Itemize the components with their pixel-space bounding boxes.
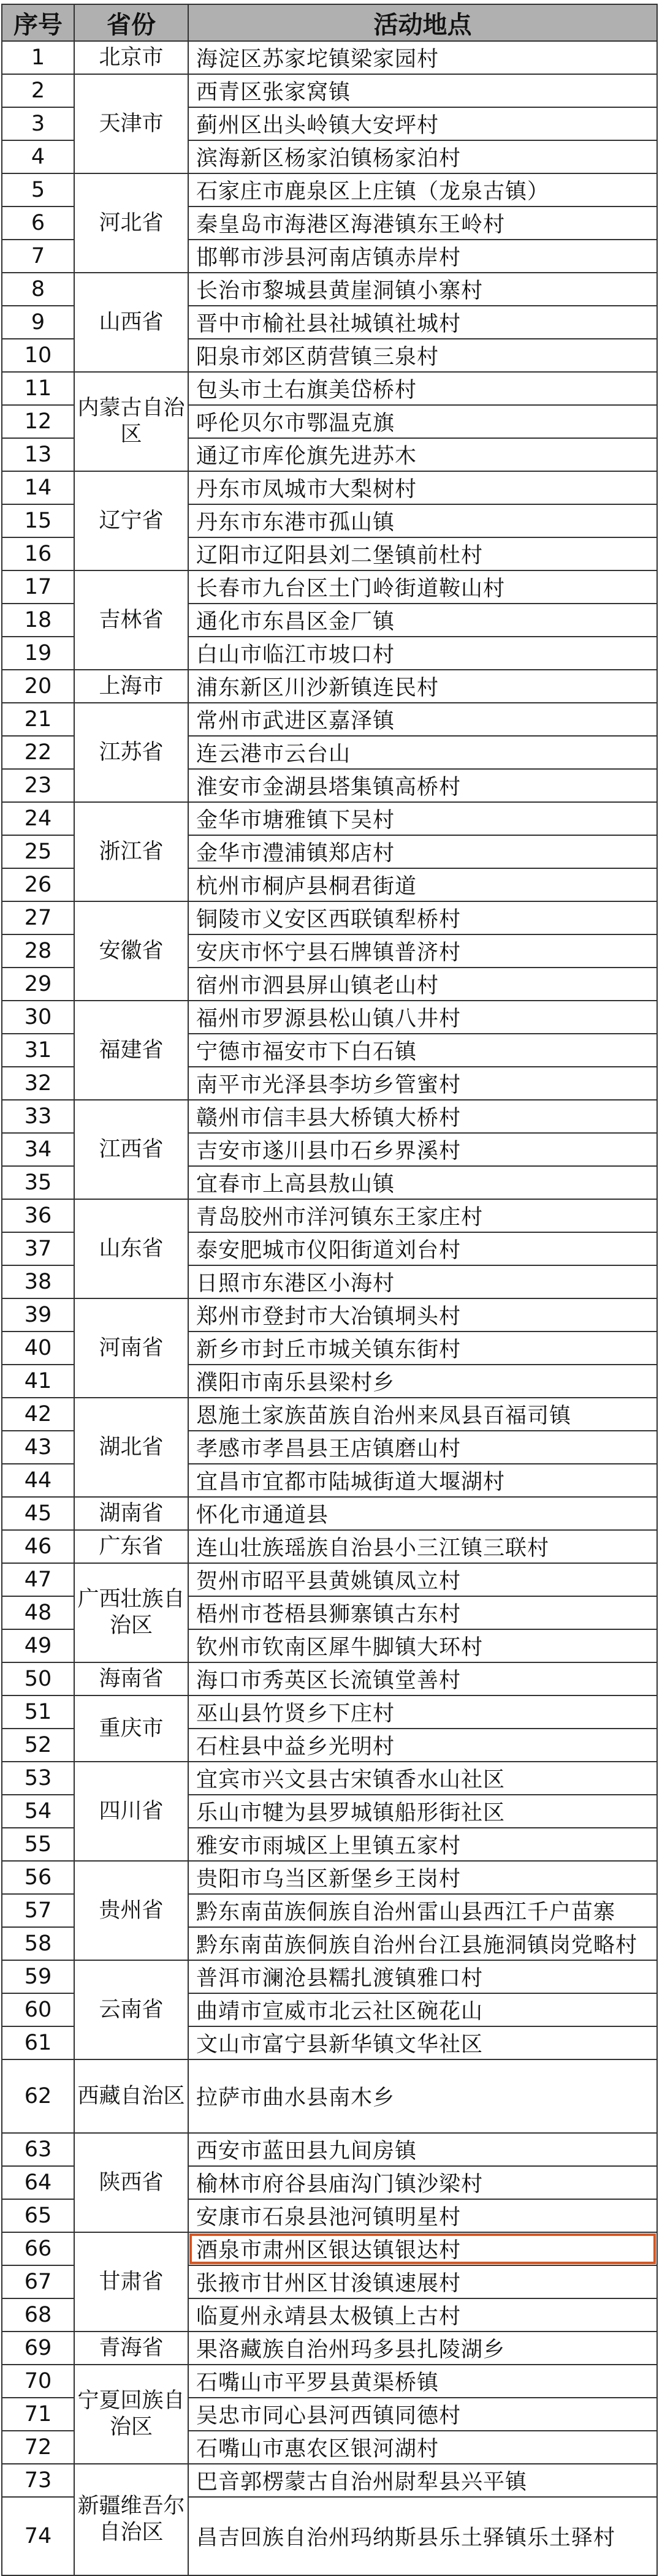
location-cell: 钦州市钦南区犀牛脚镇大环村 bbox=[188, 1629, 657, 1662]
table-row bbox=[2, 670, 657, 703]
row-number: 57 bbox=[2, 1894, 74, 1927]
highlighted-location-cell: 酒泉市肃州区银达镇银达村 bbox=[188, 2232, 657, 2265]
location-cell: 宜昌市宜都市陆城街道大堰湖村 bbox=[188, 1464, 657, 1497]
location-cell: 金华市塘雅镇下吴村 bbox=[188, 802, 657, 835]
location-cell: 文山市富宁县新华镇文华社区 bbox=[188, 2026, 657, 2059]
location-cell: 黔东南苗族侗族自治州台江县施洞镇岗党略村 bbox=[188, 1927, 657, 1960]
row-number: 9 bbox=[2, 306, 74, 339]
location-cell: 滨海新区杨家泊镇杨家泊村 bbox=[188, 140, 657, 173]
row-number: 15 bbox=[2, 504, 74, 537]
row-number: 28 bbox=[2, 934, 74, 968]
row-number: 16 bbox=[2, 537, 74, 570]
row-number: 12 bbox=[2, 405, 74, 438]
location-cell: 贵阳市乌当区新堡乡王岗村 bbox=[188, 1861, 657, 1894]
row-number: 43 bbox=[2, 1431, 74, 1464]
location-cell: 金华市澧浦镇郑店村 bbox=[188, 835, 657, 868]
table-row bbox=[2, 1199, 657, 1232]
location-cell: 拉萨市曲水县南木乡 bbox=[188, 2059, 657, 2133]
province-cell: 云南省 bbox=[74, 1960, 188, 2059]
location-cell: 呼伦贝尔市鄂温克旗 bbox=[188, 405, 657, 438]
table-row bbox=[2, 173, 657, 206]
row-number: 68 bbox=[2, 2298, 74, 2332]
row-number: 26 bbox=[2, 868, 74, 901]
province-cell: 山西省 bbox=[74, 273, 188, 372]
location-cell: 常州市武进区嘉泽镇 bbox=[188, 703, 657, 736]
row-number: 46 bbox=[2, 1530, 74, 1563]
province-cell: 内蒙古自治区 bbox=[74, 372, 188, 471]
row-number: 56 bbox=[2, 1861, 74, 1894]
row-number: 14 bbox=[2, 471, 74, 504]
location-cell: 蓟州区出头岭镇大安坪村 bbox=[188, 107, 657, 140]
row-number: 27 bbox=[2, 901, 74, 934]
location-cell: 临夏州永靖县太极镇上古村 bbox=[188, 2298, 657, 2332]
location-cell: 石嘴山市惠农区银河湖村 bbox=[188, 2431, 657, 2464]
row-number: 58 bbox=[2, 1927, 74, 1960]
location-cell: 宿州市泗县屏山镇老山村 bbox=[188, 968, 657, 1001]
location-cell: 雅安市雨城区上里镇五家村 bbox=[188, 1828, 657, 1861]
row-number: 54 bbox=[2, 1795, 74, 1828]
row-number: 49 bbox=[2, 1629, 74, 1662]
row-number: 50 bbox=[2, 1662, 74, 1695]
location-cell: 巫山县竹贤乡下庄村 bbox=[188, 1695, 657, 1729]
row-number: 20 bbox=[2, 670, 74, 703]
location-cell: 张掖市甘州区甘浚镇速展村 bbox=[188, 2265, 657, 2298]
location-cell: 昌吉回族自治州玛纳斯县乐土驿镇乐土驿村 bbox=[188, 2497, 657, 2575]
province-cell: 甘肃省 bbox=[74, 2232, 188, 2332]
location-cell: 南平市光泽县李坊乡管蜜村 bbox=[188, 1067, 657, 1100]
location-cell: 榆林市府谷县庙沟门镇沙梁村 bbox=[188, 2166, 657, 2199]
province-cell: 广西壮族自治区 bbox=[74, 1563, 188, 1662]
province-cell: 吉林省 bbox=[74, 570, 188, 670]
table-row bbox=[2, 2332, 657, 2365]
row-number: 36 bbox=[2, 1199, 74, 1232]
location-cell: 铜陵市义安区西联镇犁桥村 bbox=[188, 901, 657, 934]
row-number: 1 bbox=[2, 41, 74, 74]
location-cell: 白山市临江市坡口村 bbox=[188, 637, 657, 670]
location-cell: 巴音郭楞蒙古自治州尉犁县兴平镇 bbox=[188, 2464, 657, 2497]
table-row bbox=[2, 1960, 657, 1993]
row-number: 73 bbox=[2, 2464, 74, 2497]
row-number: 69 bbox=[2, 2332, 74, 2365]
row-number: 67 bbox=[2, 2265, 74, 2298]
location-cell: 石嘴山市平罗县黄渠桥镇 bbox=[188, 2365, 657, 2398]
table-row bbox=[2, 1861, 657, 1894]
province-cell: 江西省 bbox=[74, 1100, 188, 1199]
table-row bbox=[2, 2133, 657, 2166]
header-num: 序号 bbox=[2, 4, 74, 41]
row-number: 6 bbox=[2, 206, 74, 240]
province-cell: 山东省 bbox=[74, 1199, 188, 1298]
row-number: 30 bbox=[2, 1001, 74, 1034]
row-number: 62 bbox=[2, 2059, 74, 2133]
row-number: 21 bbox=[2, 703, 74, 736]
location-cell: 濮阳市南乐县梁村乡 bbox=[188, 1365, 657, 1398]
location-cell: 福州市罗源县松山镇八井村 bbox=[188, 1001, 657, 1034]
row-number: 55 bbox=[2, 1828, 74, 1861]
table-body bbox=[2, 41, 657, 2575]
location-cell: 梧州市苍梧县狮寨镇古东村 bbox=[188, 1596, 657, 1629]
table-row bbox=[2, 372, 657, 405]
province-cell: 湖北省 bbox=[74, 1398, 188, 1497]
table-row bbox=[2, 1001, 657, 1034]
row-number: 37 bbox=[2, 1232, 74, 1265]
location-cell: 普洱市澜沧县糯扎渡镇雅口村 bbox=[188, 1960, 657, 1993]
province-cell: 贵州省 bbox=[74, 1861, 188, 1960]
location-cell: 浦东新区川沙新镇连民村 bbox=[188, 670, 657, 703]
row-number: 64 bbox=[2, 2166, 74, 2199]
location-cell: 黔东南苗族侗族自治州雷山县西江千户苗寨 bbox=[188, 1894, 657, 1927]
row-number: 42 bbox=[2, 1398, 74, 1431]
table-row bbox=[2, 1100, 657, 1133]
location-cell: 石柱县中益乡光明村 bbox=[188, 1729, 657, 1762]
province-cell: 福建省 bbox=[74, 1001, 188, 1100]
table-row bbox=[2, 1563, 657, 1596]
table-row bbox=[2, 1530, 657, 1563]
province-cell: 西藏自治区 bbox=[74, 2059, 188, 2133]
province-cell: 辽宁省 bbox=[74, 471, 188, 570]
table-row bbox=[2, 471, 657, 504]
row-number: 65 bbox=[2, 2199, 74, 2232]
row-number: 71 bbox=[2, 2398, 74, 2431]
province-cell: 宁夏回族自治区 bbox=[74, 2365, 188, 2464]
row-number: 29 bbox=[2, 968, 74, 1001]
location-cell: 宜春市上高县敖山镇 bbox=[188, 1166, 657, 1199]
location-cell: 果洛藏族自治州玛多县扎陵湖乡 bbox=[188, 2332, 657, 2365]
province-cell: 陕西省 bbox=[74, 2133, 188, 2232]
province-cell: 海南省 bbox=[74, 1662, 188, 1695]
table-row bbox=[2, 1762, 657, 1795]
province-cell: 重庆市 bbox=[74, 1695, 188, 1762]
table-row bbox=[2, 570, 657, 604]
table-row bbox=[2, 2464, 657, 2497]
row-number: 5 bbox=[2, 173, 74, 206]
row-number: 23 bbox=[2, 769, 74, 802]
location-cell: 长治市黎城县黄崖洞镇小寨村 bbox=[188, 273, 657, 306]
row-number: 60 bbox=[2, 1993, 74, 2026]
row-number: 41 bbox=[2, 1365, 74, 1398]
location-cell: 郑州市登封市大冶镇垌头村 bbox=[188, 1298, 657, 1332]
table-row bbox=[2, 74, 657, 107]
location-cell: 包头市土右旗美岱桥村 bbox=[188, 372, 657, 405]
location-cell: 宜宾市兴文县古宋镇香水山社区 bbox=[188, 1762, 657, 1795]
row-number: 32 bbox=[2, 1067, 74, 1100]
row-number: 52 bbox=[2, 1729, 74, 1762]
row-number: 51 bbox=[2, 1695, 74, 1729]
location-cell: 连云港市云台山 bbox=[188, 736, 657, 769]
table-row bbox=[2, 802, 657, 835]
location-cell: 吉安市遂川县巾石乡界溪村 bbox=[188, 1133, 657, 1166]
row-number: 34 bbox=[2, 1133, 74, 1166]
row-number: 35 bbox=[2, 1166, 74, 1199]
row-number: 74 bbox=[2, 2497, 74, 2575]
row-number: 17 bbox=[2, 570, 74, 604]
province-cell: 上海市 bbox=[74, 670, 188, 703]
province-cell: 四川省 bbox=[74, 1762, 188, 1861]
row-number: 44 bbox=[2, 1464, 74, 1497]
location-cell: 乐山市犍为县罗城镇船形街社区 bbox=[188, 1795, 657, 1828]
location-cell: 秦皇岛市海港区海港镇东王岭村 bbox=[188, 206, 657, 240]
location-cell: 恩施土家族苗族自治州来凤县百福司镇 bbox=[188, 1398, 657, 1431]
row-number: 48 bbox=[2, 1596, 74, 1629]
row-number: 24 bbox=[2, 802, 74, 835]
row-number: 13 bbox=[2, 438, 74, 471]
row-number: 40 bbox=[2, 1332, 74, 1365]
location-cell: 晋中市榆社县社城镇社城村 bbox=[188, 306, 657, 339]
location-cell: 辽阳市辽阳县刘二堡镇前杜村 bbox=[188, 537, 657, 570]
row-number: 66 bbox=[2, 2232, 74, 2265]
location-cell: 赣州市信丰县大桥镇大桥村 bbox=[188, 1100, 657, 1133]
table-row bbox=[2, 41, 657, 74]
table-row bbox=[2, 1398, 657, 1431]
table-row bbox=[2, 901, 657, 934]
row-number: 8 bbox=[2, 273, 74, 306]
location-cell: 怀化市通道县 bbox=[188, 1497, 657, 1530]
location-cell: 通化市东昌区金厂镇 bbox=[188, 604, 657, 637]
row-number: 3 bbox=[2, 107, 74, 140]
row-number: 61 bbox=[2, 2026, 74, 2059]
row-number: 18 bbox=[2, 604, 74, 637]
province-cell: 河北省 bbox=[74, 173, 188, 273]
location-cell: 新乡市封丘市城关镇东街村 bbox=[188, 1332, 657, 1365]
location-cell: 西安市蓝田县九间房镇 bbox=[188, 2133, 657, 2166]
province-cell: 安徽省 bbox=[74, 901, 188, 1001]
header-province: 省份 bbox=[74, 4, 188, 41]
location-cell: 安庆市怀宁县石牌镇普济村 bbox=[188, 934, 657, 968]
table-header bbox=[2, 4, 657, 41]
province-cell: 江苏省 bbox=[74, 703, 188, 802]
table-row bbox=[2, 2365, 657, 2398]
location-cell: 丹东市凤城市大梨树村 bbox=[188, 471, 657, 504]
table-row bbox=[2, 1298, 657, 1332]
location-cell: 长春市九台区土门岭街道鞍山村 bbox=[188, 570, 657, 604]
row-number: 10 bbox=[2, 339, 74, 372]
province-cell: 浙江省 bbox=[74, 802, 188, 901]
location-cell: 吴忠市同心县河西镇同德村 bbox=[188, 2398, 657, 2431]
location-cell: 曲靖市宣威市北云社区碗花山 bbox=[188, 1993, 657, 2026]
location-cell: 孝感市孝昌县王店镇磨山村 bbox=[188, 1431, 657, 1464]
row-number: 38 bbox=[2, 1265, 74, 1298]
province-cell: 天津市 bbox=[74, 74, 188, 173]
location-cell: 贺州市昭平县黄姚镇凤立村 bbox=[188, 1563, 657, 1596]
location-cell: 石家庄市鹿泉区上庄镇（龙泉古镇） bbox=[188, 173, 657, 206]
row-number: 4 bbox=[2, 140, 74, 173]
location-cell: 丹东市东港市孤山镇 bbox=[188, 504, 657, 537]
header-location: 活动地点 bbox=[188, 4, 657, 41]
row-number: 25 bbox=[2, 835, 74, 868]
location-cell: 海口市秀英区长流镇堂善村 bbox=[188, 1662, 657, 1695]
province-cell: 广东省 bbox=[74, 1530, 188, 1563]
table-row bbox=[2, 2059, 657, 2133]
row-number: 72 bbox=[2, 2431, 74, 2464]
table-row bbox=[2, 273, 657, 306]
row-number: 70 bbox=[2, 2365, 74, 2398]
location-cell: 阳泉市郊区荫营镇三泉村 bbox=[188, 339, 657, 372]
row-number: 53 bbox=[2, 1762, 74, 1795]
province-cell: 北京市 bbox=[74, 41, 188, 74]
row-number: 19 bbox=[2, 637, 74, 670]
location-cell: 泰安肥城市仪阳街道刘台村 bbox=[188, 1232, 657, 1265]
location-cell: 邯郸市涉县河南店镇赤岸村 bbox=[188, 240, 657, 273]
location-cell: 通辽市库伦旗先进苏木 bbox=[188, 438, 657, 471]
row-number: 31 bbox=[2, 1034, 74, 1067]
table-row bbox=[2, 1662, 657, 1695]
location-cell: 宁德市福安市下白石镇 bbox=[188, 1034, 657, 1067]
row-number: 39 bbox=[2, 1298, 74, 1332]
row-number: 33 bbox=[2, 1100, 74, 1133]
table-row bbox=[2, 1497, 657, 1530]
location-cell: 安康市石泉县池河镇明星村 bbox=[188, 2199, 657, 2232]
table-row bbox=[2, 2232, 657, 2265]
row-number: 59 bbox=[2, 1960, 74, 1993]
row-number: 47 bbox=[2, 1563, 74, 1596]
location-cell: 青岛胶州市洋河镇东王家庄村 bbox=[188, 1199, 657, 1232]
location-cell: 杭州市桐庐县桐君街道 bbox=[188, 868, 657, 901]
location-cell: 海淀区苏家坨镇梁家园村 bbox=[188, 41, 657, 74]
table-row bbox=[2, 1695, 657, 1729]
province-cell: 新疆维吾尔自治区 bbox=[74, 2464, 188, 2575]
location-cell: 连山壮族瑶族自治县小三江镇三联村 bbox=[188, 1530, 657, 1563]
row-number: 63 bbox=[2, 2133, 74, 2166]
location-cell: 日照市东港区小海村 bbox=[188, 1265, 657, 1298]
province-cell: 河南省 bbox=[74, 1298, 188, 1398]
row-number: 11 bbox=[2, 372, 74, 405]
row-number: 7 bbox=[2, 240, 74, 273]
province-cell: 湖南省 bbox=[74, 1497, 188, 1530]
province-cell: 青海省 bbox=[74, 2332, 188, 2365]
location-cell: 淮安市金湖县塔集镇高桥村 bbox=[188, 769, 657, 802]
row-number: 2 bbox=[2, 74, 74, 107]
table-row bbox=[2, 703, 657, 736]
location-cell: 西青区张家窝镇 bbox=[188, 74, 657, 107]
row-number: 22 bbox=[2, 736, 74, 769]
activity-locations-table bbox=[1, 4, 658, 2576]
row-number: 45 bbox=[2, 1497, 74, 1530]
